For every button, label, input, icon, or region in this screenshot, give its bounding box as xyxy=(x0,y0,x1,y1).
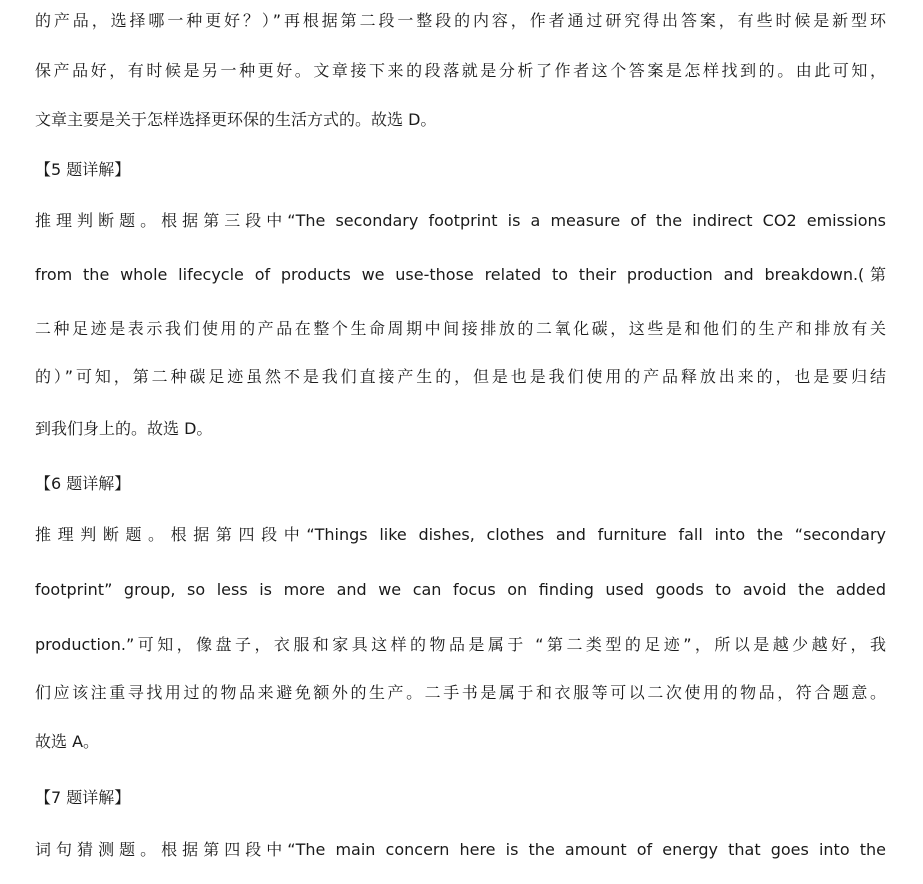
paragraph-line: 的）”可知，第二种碳足迹虽然不是我们直接产生的，但是也是我们使用的产品释放出来的，也是要归结 xyxy=(35,367,886,386)
paragraph-line: 保产品好，有时候是另一种更好。文章接下来的段落就是分析了作者这个答案是怎样找到的。由此可知， xyxy=(35,61,886,80)
paragraph-line: 文章主要是关于怎样选择更环保的生活方式的。故选 D。 xyxy=(35,110,437,129)
paragraph-line: 到我们身上的。故选 D。 xyxy=(35,419,213,438)
paragraph-line: 词句猜测题。根据第四段中“The main concern here is the amount of energy that goes into the xyxy=(35,840,886,859)
paragraph-line: from the whole lifecycle of products we use-those related to their production and breakdown.(第 xyxy=(35,265,886,284)
question-6-heading: 【6 题详解】 xyxy=(35,474,131,493)
paragraph-line: 们应该注重寻找用过的物品来避免额外的生产。二手书是属于和衣服等可以二次使用的物品，符合题意。 xyxy=(35,683,886,702)
question-5-heading: 【5 题详解】 xyxy=(35,160,131,179)
paragraph-line: production.”可知，像盘子，衣服和家具这样的物品是属于 “第二类型的足迹”，所以是越少越好，我 xyxy=(35,635,886,654)
paragraph-line: 推理判断题。根据第四段中“Things like dishes, clothes and furniture fall into the “secondary xyxy=(35,525,886,544)
question-7-heading: 【7 题详解】 xyxy=(35,788,131,807)
paragraph-line: footprint” group, so less is more and we can focus on finding used goods to avoid the added xyxy=(35,580,886,599)
paragraph-line: 推理判断题。根据第三段中“The secondary footprint is a measure of the indirect CO2 emissions xyxy=(35,211,886,230)
paragraph-line: 故选 A。 xyxy=(35,732,100,751)
paragraph-line: 二种足迹是表示我们使用的产品在整个生命周期中间接排放的二氧化碳，这些是和他们的生产和排放有关 xyxy=(35,319,886,338)
paragraph-line: 的产品，选择哪一种更好？）”再根据第二段一整段的内容，作者通过研究得出答案，有些时候是新型环 xyxy=(35,11,886,30)
